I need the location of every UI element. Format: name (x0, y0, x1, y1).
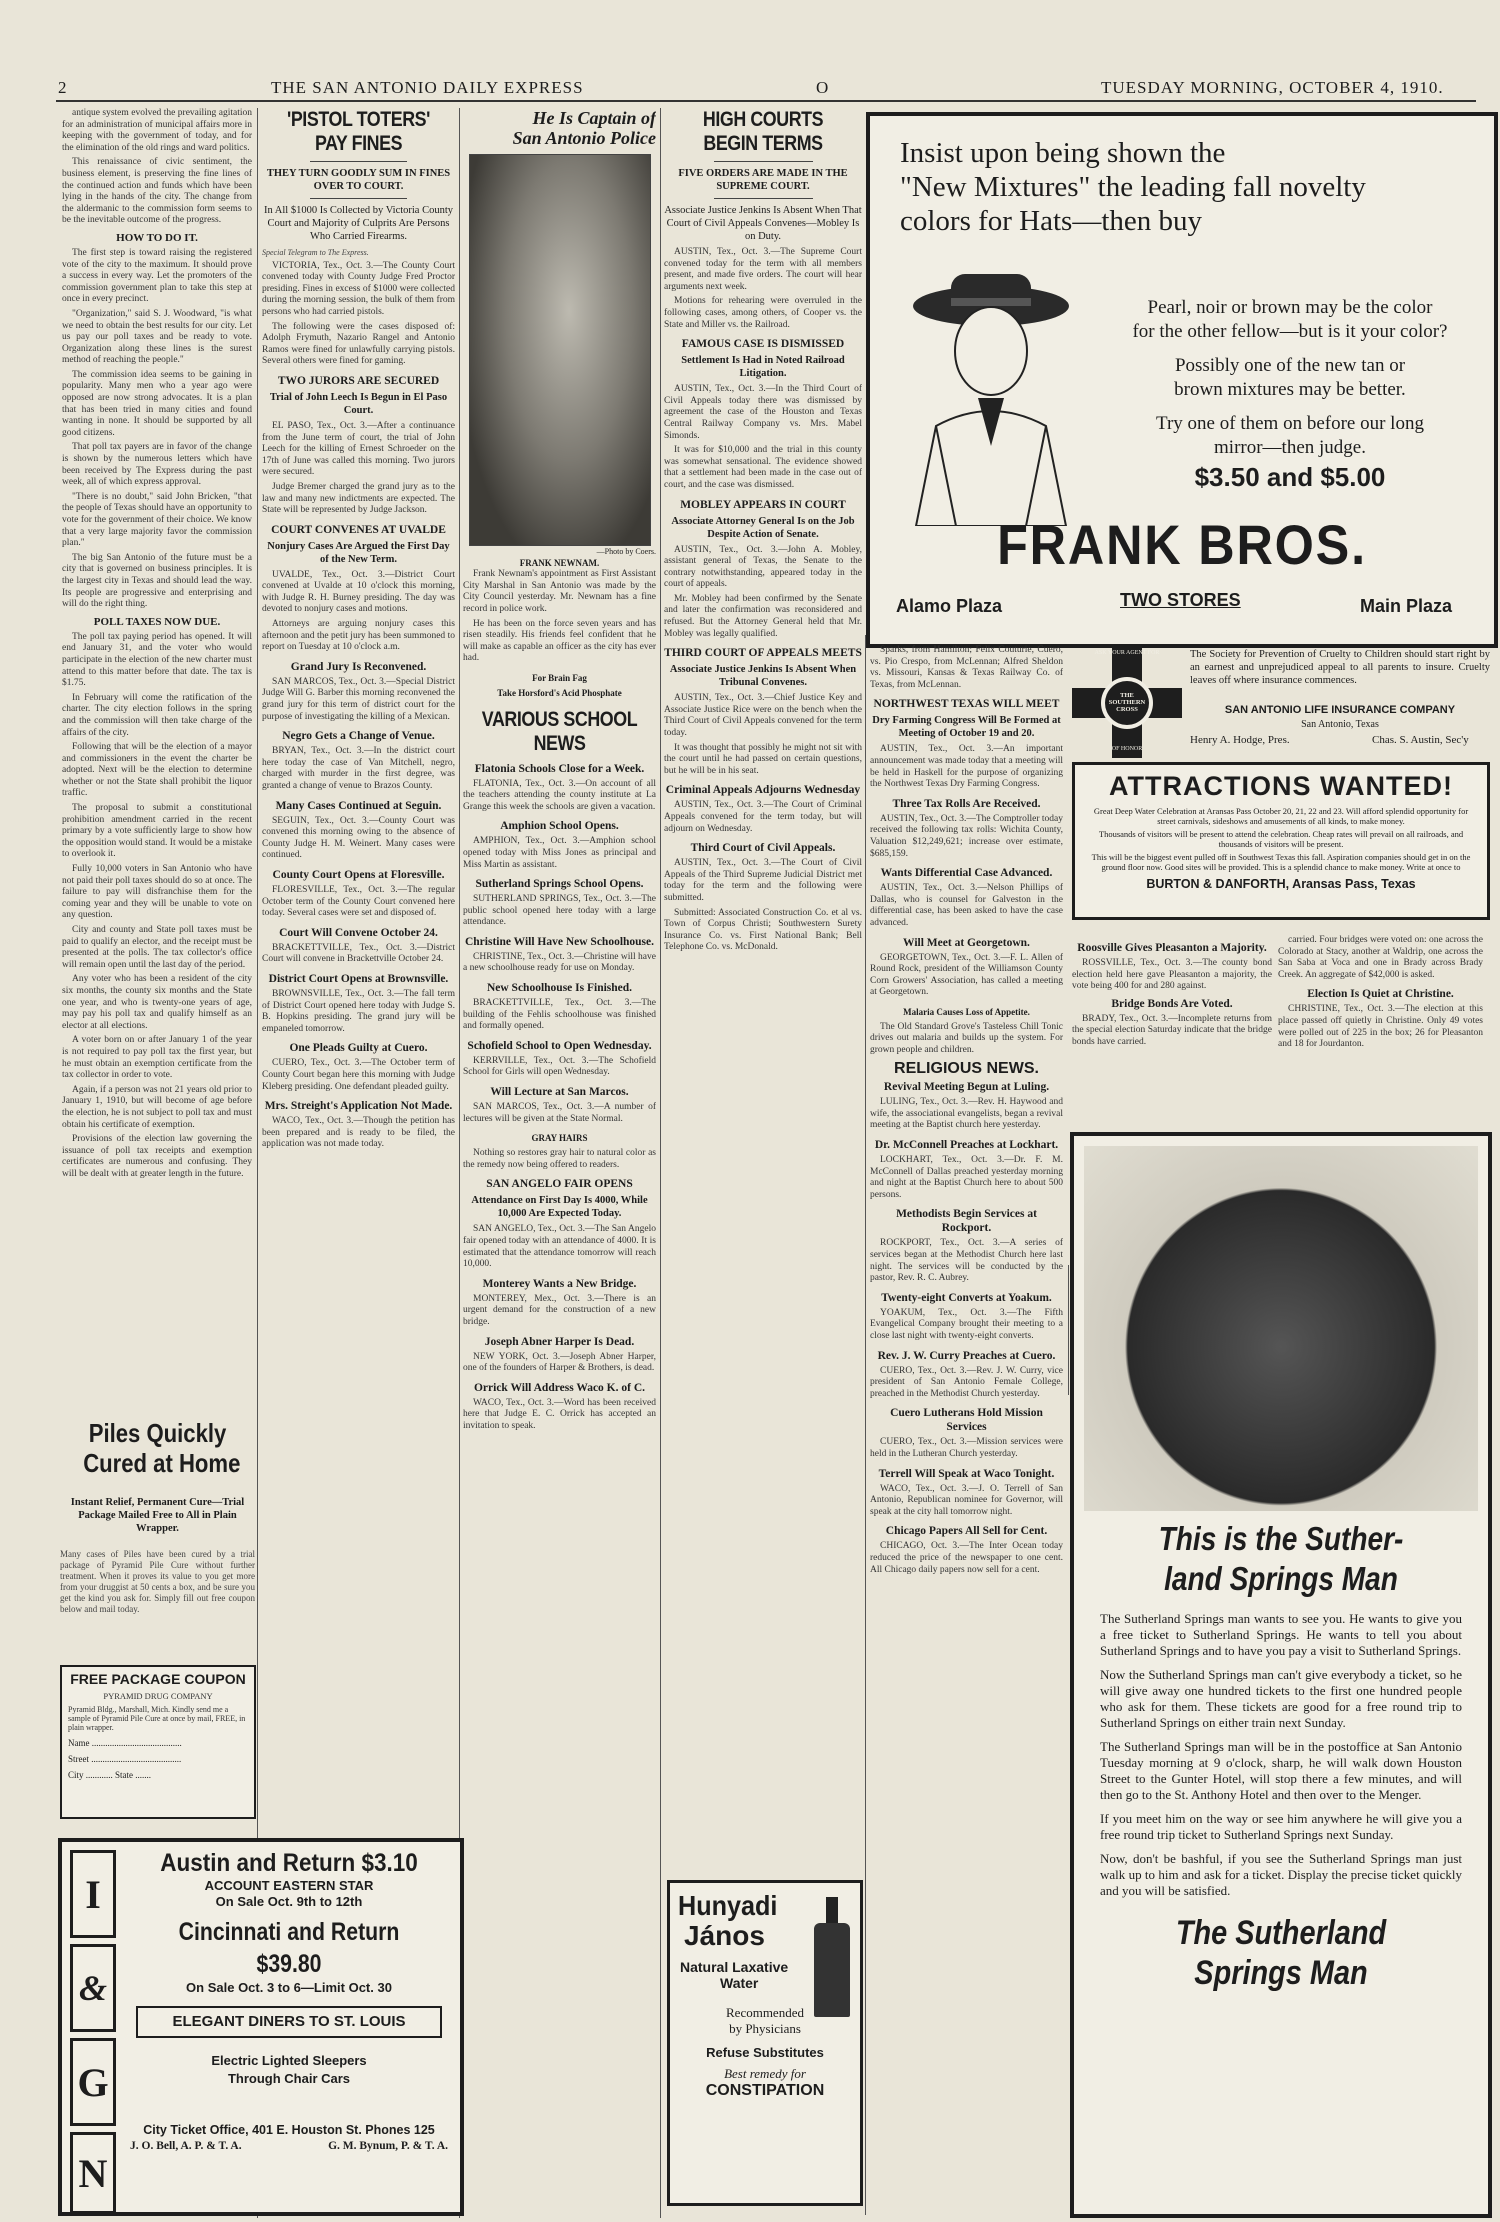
sutherland-footer-2: Springs Man (1194, 1954, 1368, 1992)
school-story: SAN ANGELO FAIR OPENS (486, 1178, 633, 1191)
insurance-company: SAN ANTONIO LIFE INSURANCE COMPANY (1224, 704, 1456, 716)
san-angelo-dek: Attendance on First Day Is 4000, While 10,000 Are Expected Today. (471, 1195, 648, 1220)
religious-story: Methodists Begin Services at Rockport. (896, 1208, 1037, 1235)
section-heading: HOW TO DO IT. (116, 231, 198, 244)
story-dek: Nonjury Cases Are Argued the First Day of the New Term. (267, 540, 450, 565)
story-dek: Trial of John Leech Is Begun in El Paso Court. (269, 391, 448, 416)
piles-ad: Piles Quickly Cured at Home Instant Relief, Permanent Cure—Trial Package Mailed Free to All in Plain Wrapper. Many cases of Piles have been cured by a trial package of Pyramid Pile Cure without further treatment. When it proves its value to you get more from your druggist at 50 cents a box, and be sure you get the kind you ask for. Simply fill out free coupon below and mail today. (60, 1418, 255, 1614)
religious-story: Cuero Lutherans Hold Mission Services (890, 1407, 1043, 1434)
page-number: 2 (58, 78, 68, 97)
religious-story: Chicago Papers All Sell for Cent. (885, 1525, 1048, 1538)
story-title: NORTHWEST TEXAS WILL MEET (873, 698, 1060, 711)
pistol-sub: In All $1000 Is Collected by Victoria County Court and Majority of Culprits Are Persons Who Carried Firearms. (263, 205, 454, 242)
frank-line1: Insist upon being shown the (900, 137, 1226, 169)
story-title: Court Will Convene October 24. (279, 926, 438, 939)
sutherland-springs-ad: This is the Suther- land Springs Man The Sutherland Springs man wants to see you. He wants to give you a free ticket to Sutherland Springs. He wants to tell you about Sutherland Springs and to have you pay a visit to Sutherland Springs. Now the Sutherland Springs man can't give everybody a ticket, so he will give away one hundred tickets to the first one hundred people who ask for them. These tickets are good for a free round trip to Sutherland Springs on either train next Sunday. The Sutherland Springs man will be in the postoffice at San Antonio Tuesday morning at 9 o'clock, sharp, he will walk down Houston Street to the Gunter Hotel, will stop there a few minutes, and will then go to the St. Anthony Hotel and then over to the Menger. If you meet him on the way or see him anywhere he will give you a free round trip ticket to Sutherland Springs next Sunday. Now, don't be bashful, if you see the Sutherland Springs man just walk up to him and ask for a ticket. Display the precise ticket quickly and you will be satisfied. The Sutherland Springs Man (1070, 1132, 1492, 2218)
story-dek: Associate Justice Jenkins Is Absent When Tribunal Convenes. (669, 664, 857, 689)
frank-left: Alamo Plaza (896, 596, 1003, 616)
subheading: POLL TAXES NOW DUE. (93, 615, 221, 628)
religious-story: Revival Meeting Begun at Luling. (883, 1081, 1050, 1094)
hunyadi-line3: Recommended (726, 2005, 804, 2020)
column-2: 'PISTOL TOTERS' PAY FINES THEY TURN GOODLY SUM IN FINES OVER TO COURT. In All $1000 Is Collected by Victoria County Court and Majority of Culprits Are Persons Who Carried Firearms. Special Telegram to The Express. VICTORIA, Tex., Oct. 3.—The County Court convened today with County Judge Fred Proctor presiding. Fines in excess of $1000 were collected during the morning session, the bulk of them from persons who had carried pistols. The following were the cases disposed of: Adolph Frymuth, Nazario Rangel and Antonio Ramos were fined for unlawfully carrying pistols. Several others were fined for gaming. TWO JURORS ARE SECURED Trial of John Leech Is Begun in El Paso Court. EL PASO, Tex., Oct. 3.—After a continuance from the June term of court, the trial of John Leech for the killing of Ernest Schroeder on the 17th of June was called this morning. Two jurors were secured. Judge Bremer charged the grand jury as to the law and many new indictments are expected. The State will be represented by Judge Jackson. COURT CONVENES AT UVALDE Nonjury Cases Are Argued the First Day of the New Term. UVALDE, Tex., Oct. 3.—District Court convened at Uvalde at 10 o'clock this morning, with Judge R. H. Burney presiding. The day was devoted to nonjury cases and motions. Attorneys are arguing nonjury cases this afternoon and the petit jury has been summoned to report on Tuesday at 10 o'clock a.m. Grand Jury Is Reconvened. SAN MARCOS, Tex., Oct. 3.—Special District Judge Will G. Barber this morning reconvened the grand jury for this term of district court for the purpose of investigating the killing of a Mexican. Negro Gets a Change of Venue. BRYAN, Tex., Oct. 3.—In the district court here today the case of Van Mitchell, negro, charged with murder in the first degree, was granted a change of venue to Brazos County. Many Cases Continued at Seguin. SEGUIN, Tex., Oct. 3.—County Court was convened this morning owing to the absence of County Judge H. M. Weinert. Many cases were continued. County Court Opens at Floresville. FLORESVILLE, Tex., Oct. 3.—The regular October term of the County Court convened here today. Several cases were set and disposed of. Court Will Convene October 24. BRACKETTVILLE, Tex., Oct. 3.—District Court will convene in Brackettville October 24. District Court Opens at Brownsville. BROWNSVILLE, Tex., Oct. 3.—The fall term of District Court opened here today with Judge S. B. Hopkins presiding. The grand jury will be empaneled tomorrow. One Pleads Guilty at Cuero. CUERO, Tex., Oct. 3.—The October term of County Court began here this morning with Judge Kleberg presiding. One defendant pleaded guilty. Mrs. Streight's Application Not Made. WACO, Tex., Oct. 3.—Though the petition has been prepared and is ready to be filed, the application was not made today. (262, 108, 455, 1150)
column-5: Sparks, from Hamilton; Felix Couturie, Cuero, vs. Pio Crespo, from McLennan; Alfred Sheldon vs. Missouri, Kansas & Texas Railway Co. of Texas, from McLennan. NORTHWEST TEXAS WILL MEET Dry Farming Congress Will Be Formed at Meeting of October 19 and 20. AUSTIN, Tex., Oct. 3.—An important announcement was made today that a meeting will be held in Haskell for the purpose of organizing the Northwest Texas Dry Farming Congress. Three Tax Rolls Are Received. AUSTIN, Tex., Oct. 3.—The Comptroller today received the following tax rolls: Wichita County, Valuation $12,249,621; increase over estimate, $685,159. Wants Differential Case Advanced. AUSTIN, Tex., Oct. 3.—Nelson Phillips of Dallas, who is counsel for Galveston in the differential case, has been asked to have the case advanced. Will Meet at Georgetown. GEORGETOWN, Tex., Oct. 3.—F. L. Allen of Round Rock, president of the Williamson County Corn Growers' Association, has called a meeting at Georgetown. Malaria Causes Loss of Appetite. The Old Standard Grove's Tasteless Chill Tonic drives out malaria and builds up the system. For grown people and children. RELIGIOUS NEWS. Revival Meeting Begun at Luling. LULING, Tex., Oct. 3.—Rev. H. Haywood and wife, the associational evangelists, began a revival meeting at the Baptist church here yesterday. Dr. McConnell Preaches at Lockhart. LOCKHART, Tex., Oct. 3.—Dr. F. M. McConnell of Dallas preached yesterday morning and night at the Baptist Church here to about 500 persons. Methodists Begin Services at Rockport. ROCKPORT, Tex., Oct. 3.—A series of services began at the Methodist Church here last night. The services will be conducted by the pastor, Rev. R. C. Aubrey. Twenty-eight Converts at Yoakum. YOAKUM, Tex., Oct. 3.—The Fifth Evangelical Company brought their meeting to a close last night with twenty-eight converts. Rev. J. W. Curry Preaches at Cuero. CUERO, Tex., Oct. 3.—Rev. J. W. Curry, vice president of San Antonio Female College, preached in the Methodist Church yesterday. Cuero Lutherans Hold Mission Services CUERO, Tex., Oct. 3.—Mission services were held in the Lutheran Church yesterday. Terrell Will Speak at Waco Tonight. WACO, Tex., Oct. 3.—J. O. Terrell of San Antonio, Republican nominee for Governor, will speak at the city hall tomorrow night. Chicago Papers All Sell for Cent. CHICAGO, Oct. 3.—The Inter Ocean today reduced the price of the newspaper to one cent. All Chicago daily papers now sell for a cent. (870, 645, 1063, 1575)
story-title: Negro Gets a Change of Venue. (282, 730, 435, 743)
piles-headline-2: Cured at Home (83, 1448, 241, 1478)
frank-line2: "New Mixtures" the leading fall novelty (900, 171, 1366, 203)
center-mark: O (816, 78, 830, 97)
story-title: Grand Jury Is Reconvened. (290, 660, 427, 673)
attractions-firm: BURTON & DANFORTH, Aransas Pass, Texas (1146, 877, 1416, 891)
brain-fag-ad-sub: Take Horsford's Acid Phosphate (497, 687, 622, 698)
pistol-dek: THEY TURN GOODLY SUM IN FINES OVER TO COURT. (266, 168, 451, 192)
hunyadi-ad (667, 1880, 863, 2206)
frank-bros-name: FRANK BROS. (997, 513, 1367, 576)
column-4: HIGH COURTS BEGIN TERMS FIVE ORDERS ARE MADE IN THE SUPREME COURT. Associate Justice Jenkins Is Absent When That Court of Civil Appeals Convenes—Mobley Is on Duty. AUSTIN, Tex., Oct. 3.—The Supreme Court convened today for the term with all members present, and made five orders. The court will hear arguments next week. Motions for rehearing were overruled in the following cases, among others, of Cooper vs. the State and Miller vs. the Railroad. FAMOUS CASE IS DISMISSED Settlement Is Had in Noted Railroad Litigation. AUSTIN, Tex., Oct. 3.—In the Third Court of Civil Appeals today there was dismissed by agreement the case of the Houston and Texas Central Railway Company vs. Mrs. Mabel Simonds. It was for $10,000 and the trial in this county was somewhat sensational. The evidence showed that a settlement had been made in the case out of court, and the case was dismissed. MOBLEY APPEARS IN COURT Associate Attorney General Is on the Job Despite Action of Senate. AUSTIN, Tex., Oct. 3.—John A. Mobley, assistant general of Texas, the Senate to the contrary notwithstanding, appeared today in the court of appeals. Mr. Mobley had been confirmed by the Senate and later the confirmation was reconsidered and refused. But the Attorney General held that Mr. Mobley was legally qualified. THIRD COURT OF APPEALS MEETS Associate Justice Jenkins Is Absent When Tribunal Convenes. AUSTIN, Tex., Oct. 3.—Chief Justice Key and Associate Justice Rice were on the bench when the Third Court of Civil Appeals convened for the term today. It was thought that possibly he might not sit with the court until he had passed on certain questions, but he will be in his seat. Criminal Appeals Adjourns Wednesday AUSTIN, Tex., Oct. 3.—The Court of Criminal Appeals convened for the term today, but will adjourn on Wednesday. Third Court of Civil Appeals. AUSTIN, Tex., Oct. 3.—The Court of Civil Appeals of the Third Supreme Judicial District met today for the term and the following were submitted. Submitted: Associated Construction Co. et al vs. Town of Corpus Christi; Southwestern Surety Insurance Co. vs. First National Bank; Bell Telephone Co. vs. McDonald. (664, 108, 862, 953)
story-title: Roosville Gives Pleasanton a Majority. (1077, 942, 1267, 954)
hunyadi-line7: CONSTIPATION (705, 2082, 825, 2099)
religious-story: Terrell Will Speak at Waco Tonight. (878, 1467, 1055, 1480)
story-title: Will Meet at Georgetown. (903, 936, 1030, 949)
insurance-sec: Chas. S. Austin, Sec'y (1372, 734, 1469, 746)
story-title: COURT CONVENES AT UVALDE (271, 523, 446, 536)
coupon-company: PYRAMID DRUG COMPANY (103, 1691, 213, 1701)
story-title: Mrs. Streight's Application Not Made. (264, 1100, 453, 1113)
religious-story: Dr. McConnell Preaches at Lockhart. (874, 1139, 1059, 1152)
column-rule (1068, 1265, 1069, 1395)
story-title: Third Court of Civil Appeals. (690, 842, 836, 855)
story-title: Wants Differential Case Advanced. (880, 867, 1053, 880)
southern-cross-text: The Society for Prevention of Cruelty to Children should start right by an earnest and unprejudiced appeal to all parents to insure. Cruelty leaves off where insurance commences. (1190, 649, 1490, 686)
date-line: TUESDAY MORNING, OCTOBER 4, 1910. (1101, 78, 1444, 97)
story-title: Election Is Quiet at Christine. (1307, 988, 1454, 1001)
school-story: Flatonia Schools Close for a Week. (474, 762, 645, 775)
column-3: He Is Captain of San Antonio Police —Photo by Coers. FRANK NEWNAM. Frank Newnam's appointment as First Assistant City Marshal in San Antonio was made by the City Council yesterday. Mr. Newnam has a fine record in police work. He has been on the force seven years and has risen steadily. His friends feel confident that he will make as capable an officer as the city has ever had. For Brain Fag Take Horsford's Acid Phosphate VARIOUS SCHOOL NEWS Flatonia Schools Close for a Week. FLATONIA, Tex., Oct. 3.—On account of all the teachers attending the county institute at La Grange this week the schools are given a vacation. Amphion School Opens. AMPHION, Tex., Oct. 3.—Amphion school opened today with Miss Jones as principal and Miss Martin as assistant. Sutherland Springs School Opens. SUTHERLAND SPRINGS, Tex., Oct. 3.—The public school opened here today with a large attendance. Christine Will Have New Schoolhouse. CHRISTINE, Tex., Oct. 3.—Christine will have a new schoolhouse ready for use on Monday. New Schoolhouse Is Finished. BRACKETTVILLE, Tex., Oct. 3.—The building of the Fehlis schoolhouse was finished and formally opened. Schofield School to Open Wednesday. KERRVILLE, Tex., Oct. 3.—The Schofield School for Girls will open Wednesday. Will Lecture at San Marcos. SAN MARCOS, Tex., Oct. 3.—A number of lectures will be given at the State Normal. GRAY HAIRS Nothing so restores gray hair to natural color as the remedy now being offered to readers. SAN ANGELO FAIR OPENS Attendance on First Day Is 4000, While 10,000 Are Expected Today. SAN ANGELO, Tex., Oct. 3.—The San Angelo fair opened today with an attendance of 4000. It is estimated that the attendance tomorrow will reach 10,000. Monterey Wants a New Bridge. MONTEREY, Mex., Oct. 3.—There is an urgent demand for the construction of a new bridge. Joseph Abner Harper Is Dead. NEW YORK, Oct. 3.—Joseph Abner Harper, one of the founders of Harper & Brothers, is dead. Orrick Will Address Waco K. of C. WACO, Tex., Oct. 3.—Word has been received here that Judge E. C. Orrick has accepted an invitation to speak. (463, 108, 656, 1431)
frank-newnam-photo (469, 154, 651, 546)
man-in-hat-illustration (896, 266, 1086, 526)
iagn-letter-column (70, 1850, 116, 2200)
school-story: Joseph Abner Harper Is Dead. (484, 1335, 635, 1348)
bottle-icon (814, 1897, 850, 2017)
southern-cross-ad (1072, 648, 1490, 760)
iagn-railroad-ad (58, 1838, 464, 2216)
iagn-letter: I (70, 1850, 116, 1938)
insurance-pres: Henry A. Hodge, Pres. (1190, 734, 1290, 746)
piles-subhead: Instant Relief, Permanent Cure—Trial Package Mailed Free to All in Plain Wrapper. (70, 1497, 245, 1534)
iagn-letter: N (70, 2132, 116, 2214)
captain-headline-1: He Is Captain of (532, 108, 656, 128)
captain-headline-2: San Antonio Police (512, 128, 656, 148)
school-story: New Schoolhouse Is Finished. (486, 982, 633, 995)
frank-right: Main Plaza (1360, 596, 1453, 616)
paper-name: THE SAN ANTONIO DAILY EXPRESS (271, 78, 584, 97)
school-story: Sutherland Springs School Opens. (475, 878, 644, 891)
coupon-city-field[interactable]: City ............ State ....... (68, 1770, 152, 1780)
frank-line3: colors for Hats—then buy (900, 205, 1203, 237)
story-title: Three Tax Rolls Are Received. (892, 797, 1041, 810)
frank-copy: Pearl, noir or brown may be the color for the other fellow—but is it your color? Possibly one of the new tan or brown mixtures may be better. Try one of them on before our long mirror—then judge. (1132, 297, 1448, 458)
frank-price: $3.50 and $5.00 (1194, 462, 1386, 492)
southern-cross-badge: ASK YOUR AGENT FOR THE SOUTHERN CROSS OF HONOR (1072, 648, 1182, 758)
photo-credit: —Photo by Coers. (596, 547, 656, 556)
story-title: THIRD COURT OF APPEALS MEETS (664, 647, 862, 660)
sutherland-headline-2: land Springs Man (1164, 1560, 1398, 1597)
hunyadi-line5: Refuse Substitutes (706, 2045, 824, 2060)
high-courts-dek: FIVE ORDERS ARE MADE IN THE SUPREME COURT. (678, 168, 848, 192)
hunyadi-line6: Best remedy for (724, 2066, 806, 2081)
school-story: Amphion School Opens. (500, 820, 619, 833)
special-telegram: Special Telegram to The Express. (262, 248, 369, 257)
attractions-ad: ATTRACTIONS WANTED! Great Deep Water Celebration at Aransas Pass October 20, 21, 22 and 23. Will afford splendid opportunity for street carnivals, sideshows and amusements of all kinds, to make money. Thousands of visitors will be present to attend the celebration. Cheap rates will prevail on all railroads, and thousands of visitors will be present. This will be the biggest event pulled off in Southwest Texas this fall. Aspiration companies should get in on the ground floor now. Good sites will be provided. This is a splendid chance to make money. Write at once to BURTON & DANFORTH, Aransas Pass, Texas (1072, 762, 1490, 920)
iagn-copy: Austin and Return $3.10 ACCOUNT EASTERN STAR On Sale Oct. 9th to 12th Cincinnati and Return $39.80 On Sale Oct. 3 to 6—Limit Oct. 30 ELEGANT DINERS TO ST. LOUIS Electric Lighted Sleepers Through Chair Cars City Ticket Office, 401 E. Houston St. Phones 125 J. O. Bell, A. P. & T. A. G. M. Bynum, P. & T. A. (130, 1849, 448, 2152)
frank-bros-ad (866, 112, 1498, 648)
high-courts-sub: Associate Justice Jenkins Is Absent When That Court of Civil Appeals Convenes—Mobley Is on Duty. (664, 205, 862, 242)
story-dek: Associate Attorney General Is on the Job Despite Action of Senate. (671, 515, 855, 540)
school-news-headline: VARIOUS SCHOOL NEWS (481, 707, 638, 755)
insurance-city: San Antonio, Texas (1301, 719, 1379, 730)
coupon-name-field[interactable]: Name ........................................ (68, 1738, 182, 1748)
iagn-letter: G (70, 2038, 116, 2126)
religious-story: Twenty-eight Converts at Yoakum. (881, 1291, 1052, 1304)
piles-headline-1: Piles Quickly (88, 1418, 227, 1448)
brain-fag-ad-title: For Brain Fag (532, 672, 587, 683)
hunyadi-line2: Water (720, 1975, 759, 1991)
story-title: One Pleads Guilty at Cuero. (289, 1042, 428, 1055)
story-title: TWO JURORS ARE SECURED (277, 374, 440, 387)
school-story: Will Lecture at San Marcos. (490, 1086, 629, 1099)
religious-news-headline: RELIGIOUS NEWS. (894, 1059, 1039, 1077)
story-title: District Court Opens at Brownsville. (268, 972, 449, 985)
column-1: antique system evolved the prevailing agitation for an administration of municipal affairs more in keeping with the government of today, and for the elimination of the old rings and ward politics. This renaissance of civic sentiment, the business element, is preserving the fine lines of the continued action and funds which have been lying in the hands of the city. The change from the aldermanic to the commission form seems to be the inevitable outcome of the progress. HOW TO DO IT. The first step is toward raising the registered vote of the city to the maximum. It should prove a success in every way. Let the promoters of the commission government plan to take this step at once in every precinct. "Organization," said S. J. Woodward, "is what we need to obtain the best results for our city. Let us pay our poll taxes and be ready to vote. Organization along these lines is the surest method of reaching the people." The commission idea seems to be gaining in popularity. Many men who a year ago were opposed are now strong advocates. It is a plan that has been tried in many cities and found wanting in none. It should be supported by all good citizens. That poll tax payers are in favor of the change is shown by the numerous letters which have been received by The Express during the past week, all of which express approval. "There is no doubt," said John Bricken, "that the people of Texas should have an opportunity to vote for the government of their choice. We know that a very large majority favor the commission plan." The big San Antonio of the future must be a city that is governed on business principles. It is the largest city in Texas and should lead the way. Its people are progressive and enterprising and will do the right thing. POLL TAXES NOW DUE. The poll tax paying period has opened. It will end January 31, and the voter who would participate in the election of the new charter must attend to this matter before that date. The tax is $1.75. In February will come the ratification of the charter. The city election follows in the spring and the commission will then take charge of the affairs of the city. Following that will be the election of a mayor and commissioners in the event the charter be adopted. Next will be the election to determine whether or not the State shall prohibit the liquor traffic. The proposal to submit a constitutional prohibition amendment carried in the recent primary by a vote sufficiently large to show how the opposition would stand. It would be a mistake to overlook it. Fully 10,000 voters in San Antonio who have not paid their poll taxes should do so at once. The failure to pay will disfranchise them for the coming year and they will be unable to vote on any question. City and county and State poll taxes must be paid to qualify an elector, and the receipt must be presented at the polls. The tax collector's office will remain open until the last day of the period. Any voter who has been a resident of the city six months, the county six months and the State one year, and who is twenty-one years of age, may pay his poll tax and qualify himself as an elector at all elections. A voter born on or after January 1 of the year is not required to pay poll tax the first year, but he must obtain an exemption certificate from the tax collector in order to vote. Again, if a person was not 21 years old prior to January 1, 1910, but will become of age before the election, he is not subject to poll tax and must obtain his certificate of exemption. Provisions of the election law governing the issuance of poll tax receipts and exemption certificates are numerous and confusing. They will be dealt with at greater length in the future. (62, 108, 252, 1179)
gray-hairs-ad: GRAY HAIRS (531, 1133, 588, 1144)
frank-center: TWO STORES (1120, 590, 1241, 610)
religious-story: Rev. J. W. Curry Preaches at Cuero. (877, 1349, 1056, 1362)
story-title: MOBLEY APPEARS IN COURT (680, 498, 846, 511)
story-dek: Settlement Is Had in Noted Railroad Litigation. (681, 355, 845, 380)
sutherland-headline-1: This is the Suther- (1158, 1520, 1404, 1557)
column-6b: carried. Four bridges were voted on: one across the Colorado at Stacy, another at Waldrip, one across the San Saba at Voca and one in Brady across Brady Creek. An aggregate of $42,000 is asked. Election Is Quiet at Christine. CHRISTINE, Tex., Oct. 3.—The election at this place passed off quietly in Christine. Only 49 votes were polled out of 225 in the box; 26 for Pleasanton and 18 for Jourdanton. (1278, 935, 1483, 1050)
sutherland-footer-1: The Sutherland (1175, 1914, 1387, 1952)
school-story: Monterey Wants a New Bridge. (482, 1277, 637, 1290)
high-courts-headline: HIGH COURTS BEGIN TERMS (702, 108, 824, 155)
hunyadi-line1: Natural Laxative (680, 1959, 789, 1975)
hunyadi-name-2: János (684, 1920, 765, 1951)
photo-caption: FRANK NEWNAM. (519, 557, 600, 568)
pistol-toters-headline: 'PISTOL TOTERS' PAY FINES (287, 108, 430, 155)
attractions-title: ATTRACTIONS WANTED! (1109, 771, 1453, 801)
column-6a: Roosville Gives Pleasanton a Majority. ROSSVILLE, Tex., Oct. 3.—The county bond election held here gave Pleasanton a majority, the vote being 400 for and 280 against. Bridge Bonds Are Voted. BRADY, Tex., Oct. 3.—Incomplete returns from the special election Saturday indicate that the bridge bonds have carried. (1072, 942, 1272, 1047)
school-story: Orrick Will Address Waco K. of C. (473, 1381, 646, 1394)
story-title: County Court Opens at Floresville. (272, 868, 445, 881)
column-rule (660, 108, 661, 2218)
story-dek: Dry Farming Congress Will Be Formed at Meeting of October 19 and 20. (872, 715, 1061, 740)
story-title: Criminal Appeals Adjourns Wednesday (665, 784, 861, 797)
school-story: Schofield School to Open Wednesday. (467, 1039, 652, 1052)
hunyadi-name-1: Hunyadi (678, 1890, 778, 1921)
school-story: Christine Will Have New Schoolhouse. (464, 935, 655, 948)
sutherland-man-photo (1084, 1146, 1478, 1511)
masthead (56, 74, 1476, 102)
column-rule (865, 635, 866, 2215)
iagn-letter: & (70, 1944, 116, 2032)
story-title: Bridge Bonds Are Voted. (1111, 997, 1233, 1010)
malaria-ad: Malaria Causes Loss of Appetite. (903, 1006, 1030, 1017)
hunyadi-line4: by Physicians (729, 2021, 801, 2036)
story-title: Many Cases Continued at Seguin. (275, 799, 442, 812)
story-title: FAMOUS CASE IS DISMISSED (681, 338, 845, 351)
coupon-title: FREE PACKAGE COUPON (70, 1671, 246, 1687)
coupon-street-field[interactable]: Street ........................................ (68, 1754, 182, 1764)
coupon-box: FREE PACKAGE COUPON PYRAMID DRUG COMPANY Pyramid Bldg., Marshall, Mich. Kindly send me a sample of Pyramid Pile Cure at once by mail, FREE, in plain wrapper. Name ........................................ Street ........................................ City ............ State ....... (60, 1665, 256, 1819)
